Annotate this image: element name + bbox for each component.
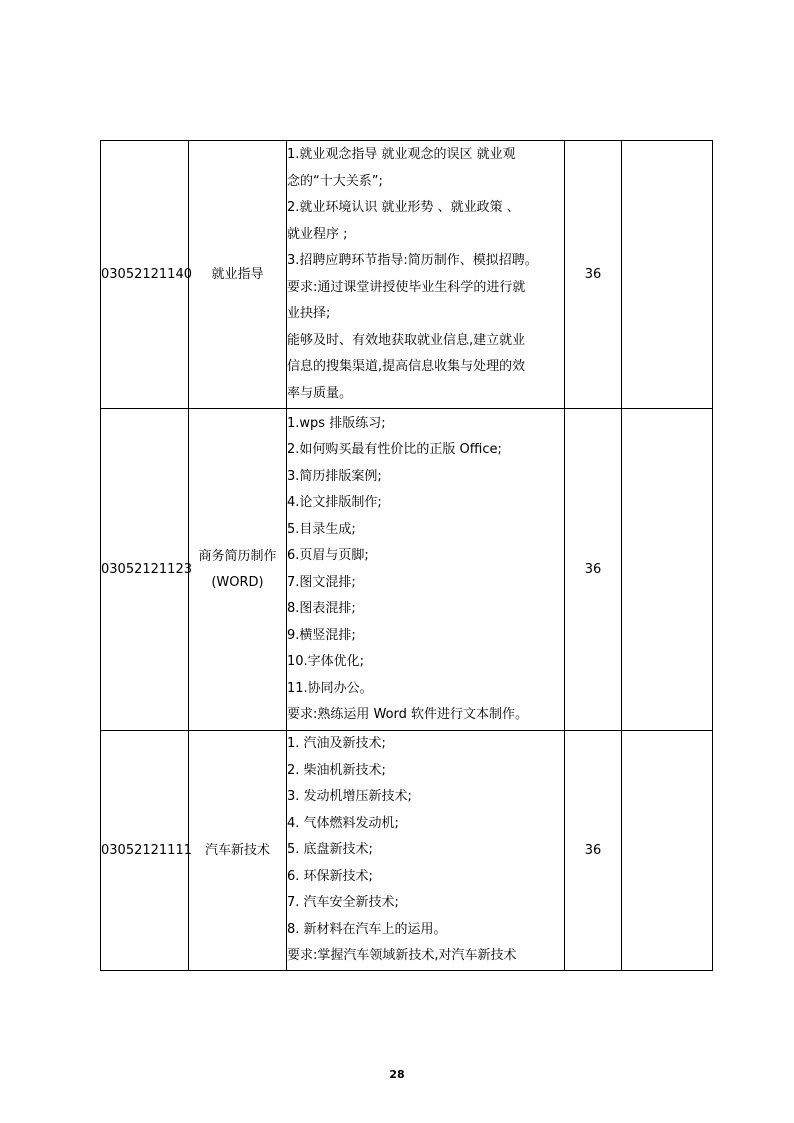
- content-line: 2.如何购买最有性价比的正版 Office;: [287, 442, 502, 457]
- content-line: 10.字体优化;: [287, 654, 365, 669]
- content-line: 8. 新材料在汽车上的运用。: [287, 921, 447, 937]
- content-line: 3.招聘应聘环节指导:简历制作、模拟招聘。: [287, 253, 538, 268]
- course-content: [287, 731, 565, 971]
- content-line: 念的“十大关系”;: [287, 173, 383, 189]
- content-line: 3.简历排版案例;: [287, 468, 382, 484]
- table-row: [101, 141, 713, 409]
- content-line: 7. 汽车安全新技术;: [287, 895, 399, 911]
- content-line: 要求:通过课堂讲授使毕业生科学的进行就: [287, 279, 526, 295]
- page-number: 28: [389, 1068, 405, 1081]
- course-name: 就业指导: [189, 141, 287, 409]
- course-name: 商务简历制作(WORD): [189, 409, 287, 731]
- course-remark: [622, 409, 713, 731]
- course-content: [287, 141, 565, 409]
- table-row: [101, 731, 713, 971]
- course-code: 03052121123: [101, 409, 189, 731]
- content-line: 3. 发动机增压新技术;: [287, 789, 412, 805]
- content-line: 1. 汽油及新技术;: [287, 736, 386, 752]
- course-code: 03052121140: [101, 141, 189, 409]
- content-line: 就业程序 ;: [287, 226, 348, 242]
- content-line: 要求:熟练运用 Word 软件进行文本制作。: [287, 707, 529, 722]
- course-code: 03052121111: [101, 731, 189, 971]
- content-line: 6. 环保新技术;: [287, 868, 373, 884]
- content-line: 9.横竖混排;: [287, 627, 356, 643]
- content-line: 1.wps 排版练习;: [287, 415, 386, 431]
- content-line: 信息的搜集渠道,提高信息收集与处理的效: [287, 359, 526, 374]
- course-remark: [622, 731, 713, 971]
- table-row: [101, 409, 713, 731]
- content-line: 能够及时、有效地获取就业信息,建立就业: [287, 332, 526, 348]
- content-line: 率与质量。: [287, 385, 353, 401]
- content-line: 2. 柴油机新技术;: [287, 762, 386, 778]
- content-line: 4.论文排版制作;: [287, 495, 382, 510]
- content-line: 4. 气体燃料发动机;: [287, 815, 399, 831]
- content-line: 11.协同办公。: [287, 680, 373, 696]
- course-hours: 36: [565, 409, 622, 731]
- course-remark: [622, 141, 713, 409]
- content-line: 1.就业观念指导 就业观念的误区 就业观: [287, 147, 516, 162]
- content-line: 5. 底盘新技术;: [287, 842, 373, 858]
- content-line: 8.图表混排;: [287, 601, 356, 616]
- course-hours: 36: [565, 141, 622, 409]
- content-line: 要求:掌握汽车领域新技术,对汽车新技术: [287, 948, 517, 964]
- content-line: 2.就业环境认识 就业形势 、就业政策 、: [287, 200, 520, 215]
- content-line: 5.目录生成;: [287, 521, 356, 537]
- course-name: 汽车新技术: [189, 731, 287, 971]
- content-line: 业抉择;: [287, 306, 331, 321]
- course-content: [287, 409, 565, 731]
- course-hours: 36: [565, 731, 622, 971]
- content-line: 6.页眉与页脚;: [287, 548, 369, 563]
- content-line: 7.图文混排;: [287, 574, 356, 590]
- course-table: [100, 140, 713, 971]
